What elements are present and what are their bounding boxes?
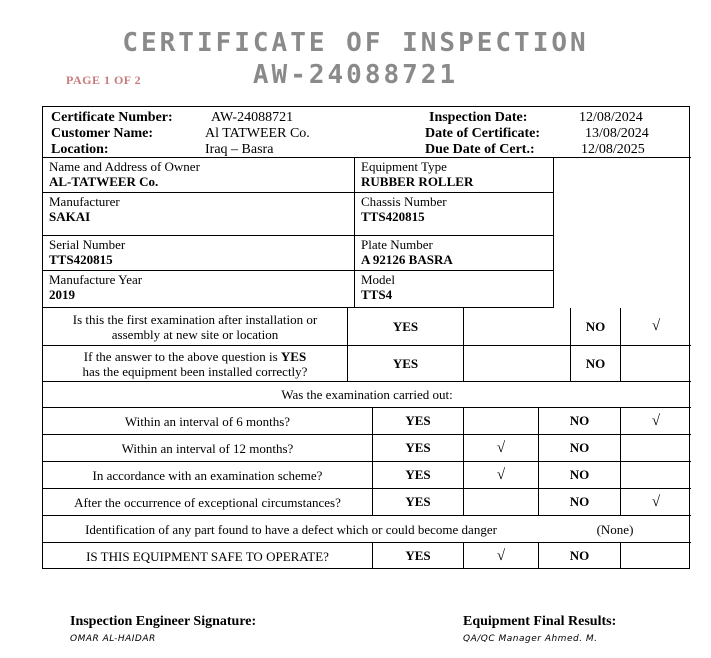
certificate-number-value: AW-24088721 <box>211 110 294 125</box>
first-exam-yes: YES <box>348 308 464 346</box>
due-date-label: Due Date of Cert.: <box>425 142 535 157</box>
equipment-type-cell <box>355 158 554 193</box>
exceptional-no: NO <box>539 489 621 516</box>
scheme-yes-check: √ <box>464 462 539 489</box>
installed-yes-check <box>464 346 571 382</box>
installed-line1-text: If the answer to the above question is <box>83 348 281 364</box>
defect-answer: (None) <box>539 516 691 543</box>
safe-yes: YES <box>373 543 464 569</box>
interval-6-yes: YES <box>373 408 464 435</box>
interval-12-yes: YES <box>373 435 464 462</box>
owner-label: Name and Address of Owner <box>49 159 200 174</box>
model-value: TTS4 <box>361 287 393 302</box>
due-date-value: 12/08/2025 <box>581 142 645 157</box>
customer-name-value: Al TATWEER Co. <box>205 126 310 141</box>
location-value: Iraq – Basra <box>205 142 274 157</box>
location-label: Location: <box>51 142 109 157</box>
installed-line1 <box>84 349 306 364</box>
date-of-certificate-label: Date of Certificate: <box>425 126 541 141</box>
scheme-no-check <box>621 462 691 489</box>
chassis-label: Chassis Number <box>361 194 447 209</box>
final-results-name: QA/QC Manager Ahmed. M. <box>463 634 598 644</box>
chassis-cell <box>355 193 554 236</box>
scheme-yes: YES <box>373 462 464 489</box>
certificate-title: CERTIFICATE OF INSPECTION <box>122 28 589 58</box>
interval-12-no-check <box>621 435 691 462</box>
date-of-certificate-value: 13/08/2024 <box>585 126 649 141</box>
defect-question: Identification of any part found to have a defect which or could become danger <box>43 516 539 543</box>
serial-value: TTS420815 <box>49 252 113 267</box>
chassis-value: TTS420815 <box>361 209 425 224</box>
engineer-signature-label: Inspection Engineer Signature: <box>70 614 257 629</box>
installed-yes: YES <box>348 346 464 382</box>
scheme-question: In accordance with an examination scheme? <box>43 462 373 489</box>
first-exam-line2: assembly at new site or location <box>111 326 279 342</box>
year-value: 2019 <box>49 287 75 302</box>
certificate-document <box>42 106 690 569</box>
first-exam-yes-check <box>464 308 571 346</box>
equipment-type-label: Equipment Type <box>361 159 447 174</box>
examination-carried-out-heading: Was the examination carried out: <box>43 382 691 408</box>
certificate-code: AW-24088721 <box>252 60 459 90</box>
exceptional-yes: YES <box>373 489 464 516</box>
equipment-type-value: RUBBER ROLLER <box>361 174 474 189</box>
first-exam-line1: Is this the first examination after installation or <box>72 311 318 327</box>
certificate-number-label: Certificate Number: <box>51 110 173 125</box>
plate-label: Plate Number <box>361 237 433 252</box>
serial-cell <box>43 236 355 271</box>
certificate-header <box>43 108 691 158</box>
page-indicator: PAGE 1 OF 2 <box>66 73 142 87</box>
serial-label: Serial Number <box>49 237 126 252</box>
model-cell <box>355 271 554 308</box>
owner-cell <box>43 158 355 193</box>
interval-12-yes-check: √ <box>464 435 539 462</box>
manufacturer-cell <box>43 193 355 236</box>
installed-no: NO <box>571 346 621 382</box>
installed-line2: has the equipment been installed correctly? <box>82 363 308 379</box>
exceptional-question: After the occurrence of exceptional circumstances? <box>43 489 373 516</box>
final-results-label: Equipment Final Results: <box>463 614 617 629</box>
engineer-signature-name: OMAR AL-HAIDAR <box>70 634 156 644</box>
manufacturer-label: Manufacturer <box>49 194 120 209</box>
interval-12-question: Within an interval of 12 months? <box>43 435 373 462</box>
safe-no-check <box>621 543 691 569</box>
year-label: Manufacture Year <box>49 272 143 287</box>
customer-name-label: Customer Name: <box>51 126 153 141</box>
owner-value: AL-TATWEER Co. <box>49 174 159 189</box>
interval-6-no: NO <box>539 408 621 435</box>
exceptional-yes-check <box>464 489 539 516</box>
installed-correctly-question <box>43 346 348 382</box>
scheme-no: NO <box>539 462 621 489</box>
interval-6-no-check: √ <box>621 408 691 435</box>
safe-no: NO <box>539 543 621 569</box>
year-cell <box>43 271 355 308</box>
manufacturer-value: SAKAI <box>49 209 91 224</box>
first-exam-question <box>43 308 348 346</box>
inspection-date-label: Inspection Date: <box>429 110 528 125</box>
installed-line1-bold: YES <box>280 348 307 364</box>
plate-value: A 92126 BASRA <box>361 252 453 267</box>
plate-cell <box>355 236 554 271</box>
interval-12-no: NO <box>539 435 621 462</box>
interval-6-yes-check <box>464 408 539 435</box>
first-exam-no-check: √ <box>621 308 691 346</box>
exceptional-no-check: √ <box>621 489 691 516</box>
safe-question: IS THIS EQUIPMENT SAFE TO OPERATE? <box>43 543 373 569</box>
model-label: Model <box>361 272 395 287</box>
interval-6-question: Within an interval of 6 months? <box>43 408 373 435</box>
inspection-date-value: 12/08/2024 <box>579 110 643 125</box>
installed-no-check <box>621 346 691 382</box>
safe-yes-check: √ <box>464 543 539 569</box>
first-exam-no: NO <box>571 308 621 346</box>
